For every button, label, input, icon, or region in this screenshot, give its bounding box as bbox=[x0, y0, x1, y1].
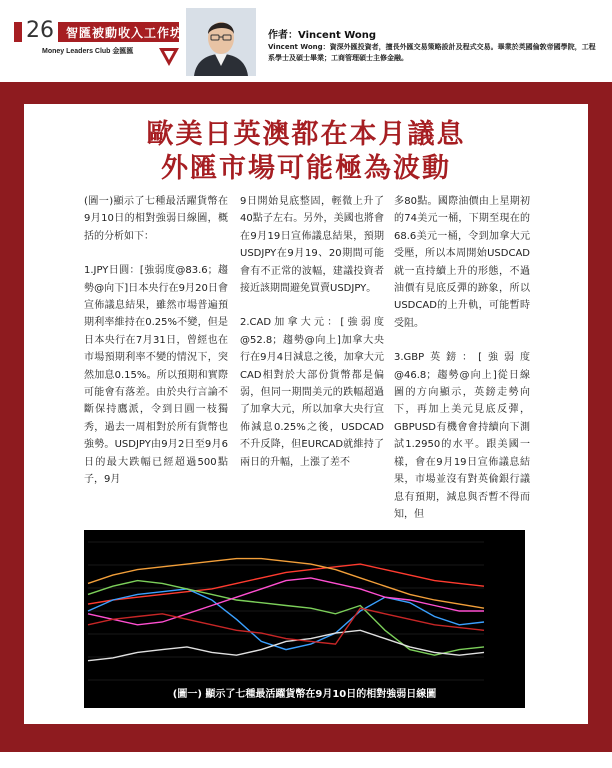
headline-line-1: 歐美日英澳都在本月議息 bbox=[146, 119, 466, 150]
paragraph: 2.CAD加拿大元：[強弱度@52.8；趨勢@向上]加拿大央行在9月4日減息之後，加拿大元CAD相對於大部份貨幣都是偏弱，但同一期間美元的跌幅超過了加拿大元，所以加拿大央行宣佈減息0.25%之後，USDCAD不升反降，但EURCAD就維持了兩日的升幅，上漲了差不 bbox=[240, 317, 384, 468]
club-name: Money Leaders Club 金匯匯 bbox=[42, 48, 134, 55]
article-column-2 bbox=[240, 193, 384, 488]
strength-chart bbox=[84, 530, 525, 708]
series-line bbox=[88, 608, 484, 644]
series-line bbox=[88, 630, 484, 660]
v-logo-icon bbox=[158, 46, 180, 68]
chart-caption: (圖一) 顯示了七種最活躍貨幣在9月10日的相對強弱日線圖 bbox=[172, 689, 437, 700]
article-column-1 bbox=[84, 193, 228, 506]
headline-line-2: 外匯市場可能極為波動 bbox=[161, 153, 451, 184]
section-title: 智匯被動收入工作坊 bbox=[66, 26, 184, 40]
paragraph: 1.JPY日圓：[強弱度@83.6；趨勢@向下]日本央行在9月20日會宣佈議息結果，雖然市場普遍預期利率維持在0.25%不變，但是日本央行在7月31日，曾經也在市場預期利率不變的情況下，突然加息0.15%。所以預期和實際可能會有落差。由於央行言論不斷保持鷹派，令到日圓一枝獨秀，過去一周相對於所有貨幣也強勢。USDJPY由9月2日至9月6日的最大跌幅已經超過500點子，9月 bbox=[84, 265, 228, 486]
author-title: 作者：Vincent Wong bbox=[268, 30, 377, 41]
page-header bbox=[0, 0, 612, 82]
series-line bbox=[88, 578, 484, 625]
author-description: Vincent Wong：資深外匯投資者，擅長外匯交易策略設計及程式交易。畢業於英國倫敦帝國學院，工程系學士及碩士畢業；工商管理碩士主修金融。 bbox=[268, 43, 596, 62]
series-line bbox=[88, 581, 484, 656]
author-avatar bbox=[186, 8, 256, 76]
headline bbox=[0, 118, 612, 186]
paragraph: 3.GBP英鎊：[強弱度@46.8；趨勢@向上]從日線圖的方向顯示，英鎊走勢向下，再加上美元見底反彈，GBPUSD有機會會持續向下測試1.2950的水平。跟美國一樣，會在9月19日宣佈議息結果，市場並沒有對英倫銀行議息有預期，減息與否暫不得而知，但 bbox=[394, 352, 530, 520]
strength-chart-plot bbox=[84, 530, 525, 708]
series-line bbox=[88, 559, 484, 609]
article-column-3 bbox=[394, 193, 530, 540]
paragraph: 多80點。國際油價由上星期初的74美元一桶，下期至現在的68.6美元一桶，令到加拿大元受壓，所以本周開始USDCAD就一直持續上升的形態，不過油價有見底反彈的跡象，所以USDCAD的上升軌，可能暫時受阻。 bbox=[394, 196, 530, 329]
page-number: 26 bbox=[22, 18, 58, 44]
paragraph: 9日開始見底整固，輕微上升了40點子左右。另外，美國也將會在9月19日宣佈議息結果，預期USDJPY在9月19、20期間可能會有不正常的波幅，建議投資者接近該期間避免買賣USDJPY。 bbox=[240, 196, 384, 295]
paragraph: (圖一)顯示了七種最活躍貨幣在9月10日的相對強弱日線圖，概括的分析如下： bbox=[84, 196, 228, 242]
